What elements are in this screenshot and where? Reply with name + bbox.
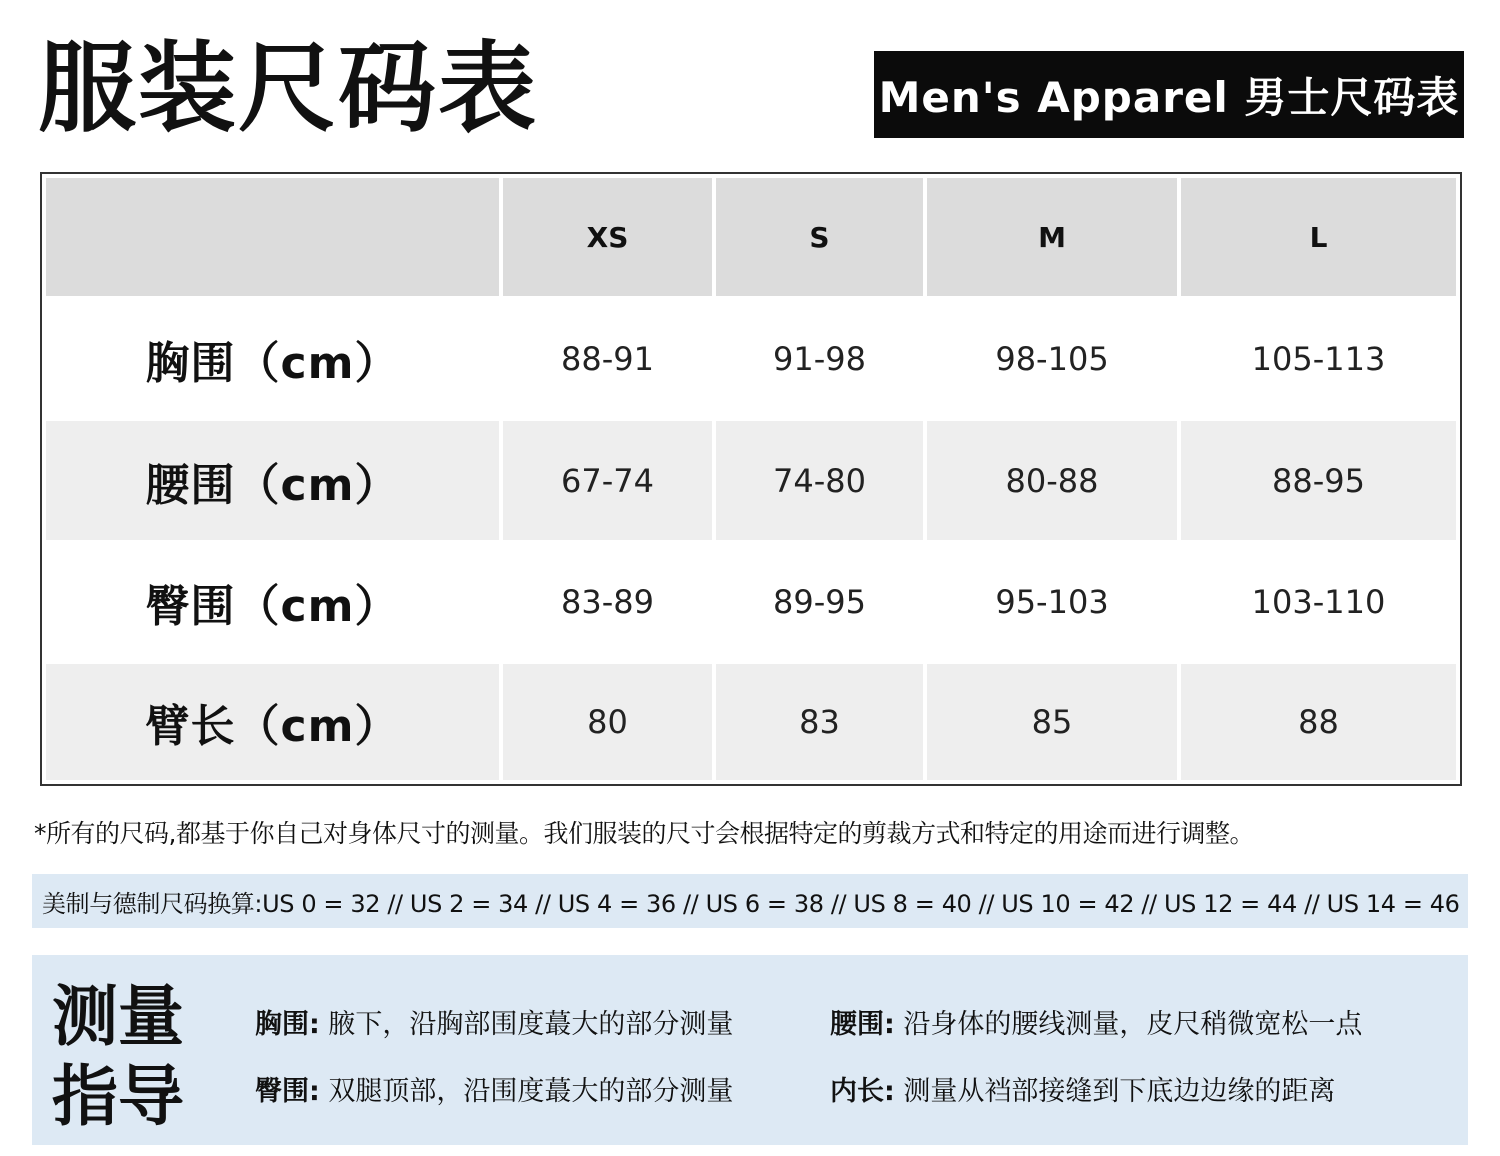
header-size-s: S xyxy=(716,178,923,296)
table-cell: 74-80 xyxy=(716,421,923,540)
table-cell: 89-95 xyxy=(716,540,923,664)
guide-item-chest xyxy=(255,1002,733,1041)
guide-item-inseam xyxy=(830,1069,1335,1108)
guide-key: 胸围 xyxy=(255,1009,309,1040)
guide-text: 测量从裆部接缝到下底边边缘的距离 xyxy=(903,1076,1336,1107)
guide-item-hip xyxy=(255,1069,733,1108)
guide-sep: : xyxy=(884,1076,895,1107)
guide-text: 腋下，沿胸部围度蕞大的部分测量 xyxy=(328,1009,734,1040)
row-label-hip: 臀围（cm） xyxy=(46,540,499,664)
row-label-waist: 腰围（cm） xyxy=(46,421,499,540)
table-cell: 85 xyxy=(927,664,1177,780)
row-label-arm-length: 臂长（cm） xyxy=(46,664,499,780)
header-size-xs: XS xyxy=(503,178,712,296)
table-cell: 83 xyxy=(716,664,923,780)
table-cell: 88-91 xyxy=(503,296,712,421)
guide-title-line1: 测量 xyxy=(52,978,184,1055)
table-cell: 83-89 xyxy=(503,540,712,664)
header-size-m: M xyxy=(927,178,1177,296)
guide-text: 沿身体的腰线测量，皮尺稍微宽松一点 xyxy=(903,1009,1363,1040)
table-cell: 105-113 xyxy=(1181,296,1456,421)
table-cell: 91-98 xyxy=(716,296,923,421)
table-cell: 95-103 xyxy=(927,540,1177,664)
size-conversion-text: 美制与德制尺码换算:US 0 = 32 // US 2 = 34 // US 4 = 36 // US 6 = 38 // US 8 = 40 // US 10 = 42 // US 12 = 44 // US 14 = 46 xyxy=(42,889,1460,918)
guide-title xyxy=(52,977,184,1137)
table-cell: 98-105 xyxy=(927,296,1177,421)
guide-item-waist xyxy=(830,1002,1362,1041)
table-cell: 80 xyxy=(503,664,712,780)
table-cell: 88-95 xyxy=(1181,421,1456,540)
guide-key: 腰围 xyxy=(830,1009,884,1040)
guide-key: 臀围 xyxy=(255,1076,309,1107)
row-label-chest: 胸围（cm） xyxy=(46,296,499,421)
guide-sep: : xyxy=(309,1009,320,1040)
table-cell: 67-74 xyxy=(503,421,712,540)
guide-sep: : xyxy=(884,1009,895,1040)
page-title: 服装尺码表 xyxy=(38,32,539,146)
header-corner-cell xyxy=(46,178,499,296)
measurement-guide-panel xyxy=(32,955,1468,1145)
guide-key: 内长 xyxy=(830,1076,884,1107)
measurement-disclaimer: *所有的尺码,都基于你自己对身体尺寸的测量。我们服装的尺寸会根据特定的剪裁方式和特定的用途而进行调整。 xyxy=(34,819,1254,848)
guide-title-line2: 指导 xyxy=(52,1058,184,1135)
size-conversion-bar xyxy=(32,874,1468,928)
guide-text: 双腿顶部，沿围度蕞大的部分测量 xyxy=(328,1076,734,1107)
size-chart-table xyxy=(40,172,1462,786)
table-cell: 88 xyxy=(1181,664,1456,780)
guide-sep: : xyxy=(309,1076,320,1107)
table-cell: 80-88 xyxy=(927,421,1177,540)
mens-apparel-badge: Men's Apparel 男士尺码表 xyxy=(874,51,1464,138)
header-size-l: L xyxy=(1181,178,1456,296)
table-cell: 103-110 xyxy=(1181,540,1456,664)
